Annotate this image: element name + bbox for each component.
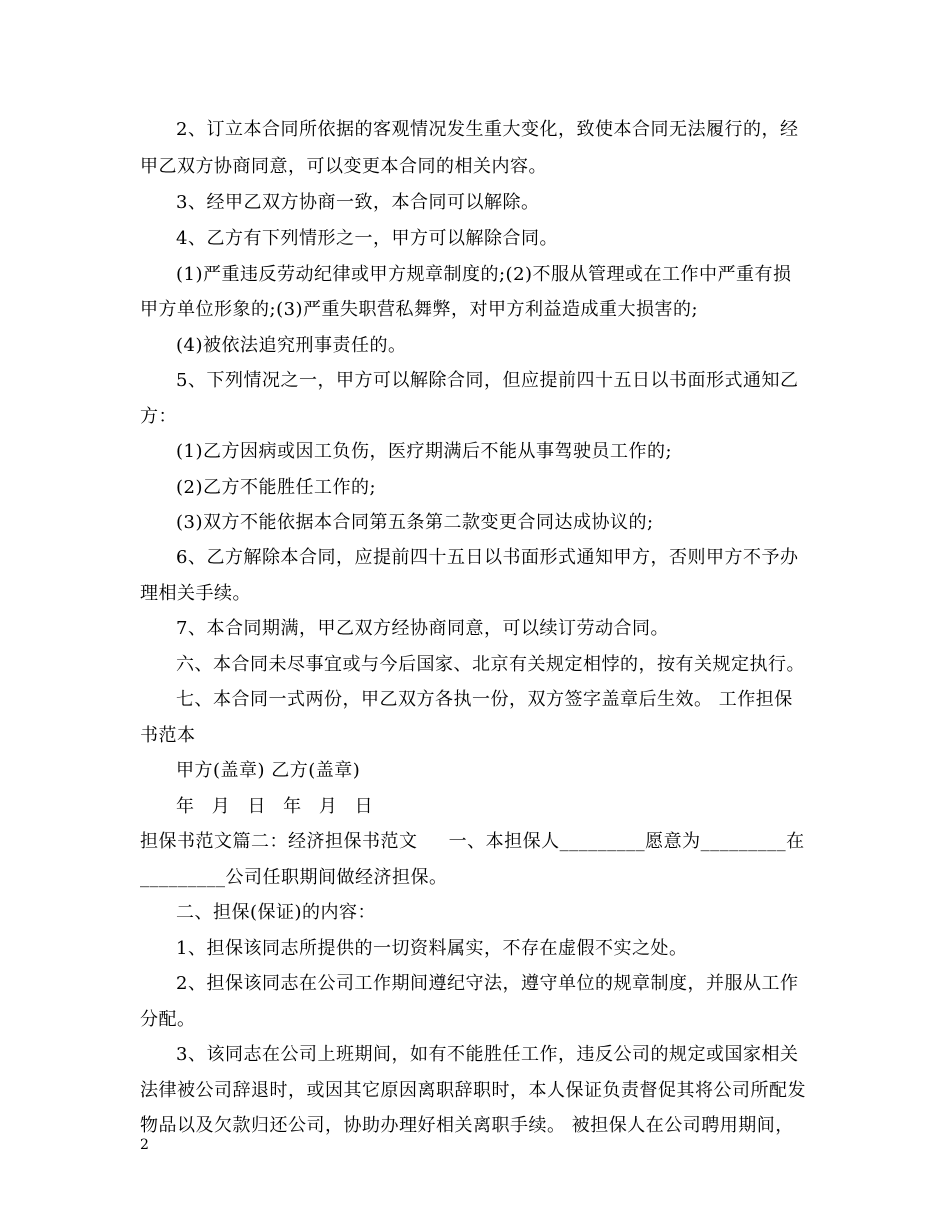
- text-line: (4)被依法追究刑事责任的。: [176, 335, 407, 356]
- text-line: 2、订立本合同所依据的客观情况发生重大变化，致使本合同无法履行的，经: [176, 119, 799, 140]
- text-line: 七、本合同一式两份，甲乙双方各执一份，双方签字盖章后生效。 工作担保: [176, 689, 793, 710]
- text-line: (1)严重违反劳动纪律或甲方规章制度的;(2)不服从管理或在工作中严重有损: [176, 264, 792, 285]
- text-line: 法律被公司辞退时，或因其它原因离职辞职时，本人保证负责督促其将公司所配发: [140, 1080, 806, 1101]
- text-line: 担保书范文篇二：经济担保书范文 一、本担保人_________愿意为_________在: [140, 831, 805, 852]
- text-line: 分配。: [140, 1009, 196, 1030]
- text-line: (3)双方不能依据本合同第五条第二款变更合同达成协议的;: [176, 512, 654, 533]
- text-line: 6、乙方解除本合同，应提前四十五日以书面形式通知甲方，否则甲方不予办: [176, 547, 799, 568]
- text-line: 甲乙双方协商同意，可以变更本合同的相关内容。: [140, 156, 547, 177]
- text-line: 甲方单位形象的;(3)严重失职营私舞弊，对甲方利益造成重大损害的;: [140, 299, 699, 320]
- text-line: 1、担保该同志所提供的一切资料属实，不存在虚假不实之处。: [176, 938, 688, 959]
- text-line: (2)乙方不能胜任工作的;: [176, 477, 377, 498]
- text-line: 物品以及欠款归还公司，协助办理好相关离职手续。 被担保人在公司聘用期间，: [140, 1115, 794, 1136]
- text-line: 2、担保该同志在公司工作期间遵纪守法，遵守单位的规章制度，并服从工作: [176, 973, 799, 994]
- text-line: 理相关手续。: [140, 583, 251, 604]
- text-line: 方：: [140, 406, 177, 427]
- text-line: 书范本: [140, 725, 196, 746]
- text-line: _________公司任职期间做经济担保。: [140, 867, 448, 888]
- date-line: 年 月 日 年 月 日: [176, 796, 379, 817]
- text-line: 3、该同志在公司上班期间，如有不能胜任工作，违反公司的规定或国家相关: [176, 1044, 799, 1065]
- page-number: 2: [140, 1137, 149, 1153]
- text-line: 3、经甲乙双方协商一致，本合同可以解除。: [176, 192, 540, 213]
- text-line: 六、本合同未尽事宜或与今后国家、北京有关规定相悖的，按有关规定执行。: [176, 654, 805, 675]
- text-line: 7、本合同期满，甲乙双方经协商同意，可以续订劳动合同。: [176, 618, 669, 639]
- text-line: 5、下列情况之一，甲方可以解除合同，但应提前四十五日以书面形式通知乙: [176, 370, 799, 391]
- section-heading: 二、担保(保证)的内容：: [176, 902, 377, 923]
- text-line: 4、乙方有下列情形之一，甲方可以解除合同。: [176, 228, 558, 249]
- signature-line: 甲方(盖章) 乙方(盖章): [176, 760, 361, 781]
- text-line: (1)乙方因病或因工负伤，医疗期满后不能从事驾驶员工作的;: [176, 441, 673, 462]
